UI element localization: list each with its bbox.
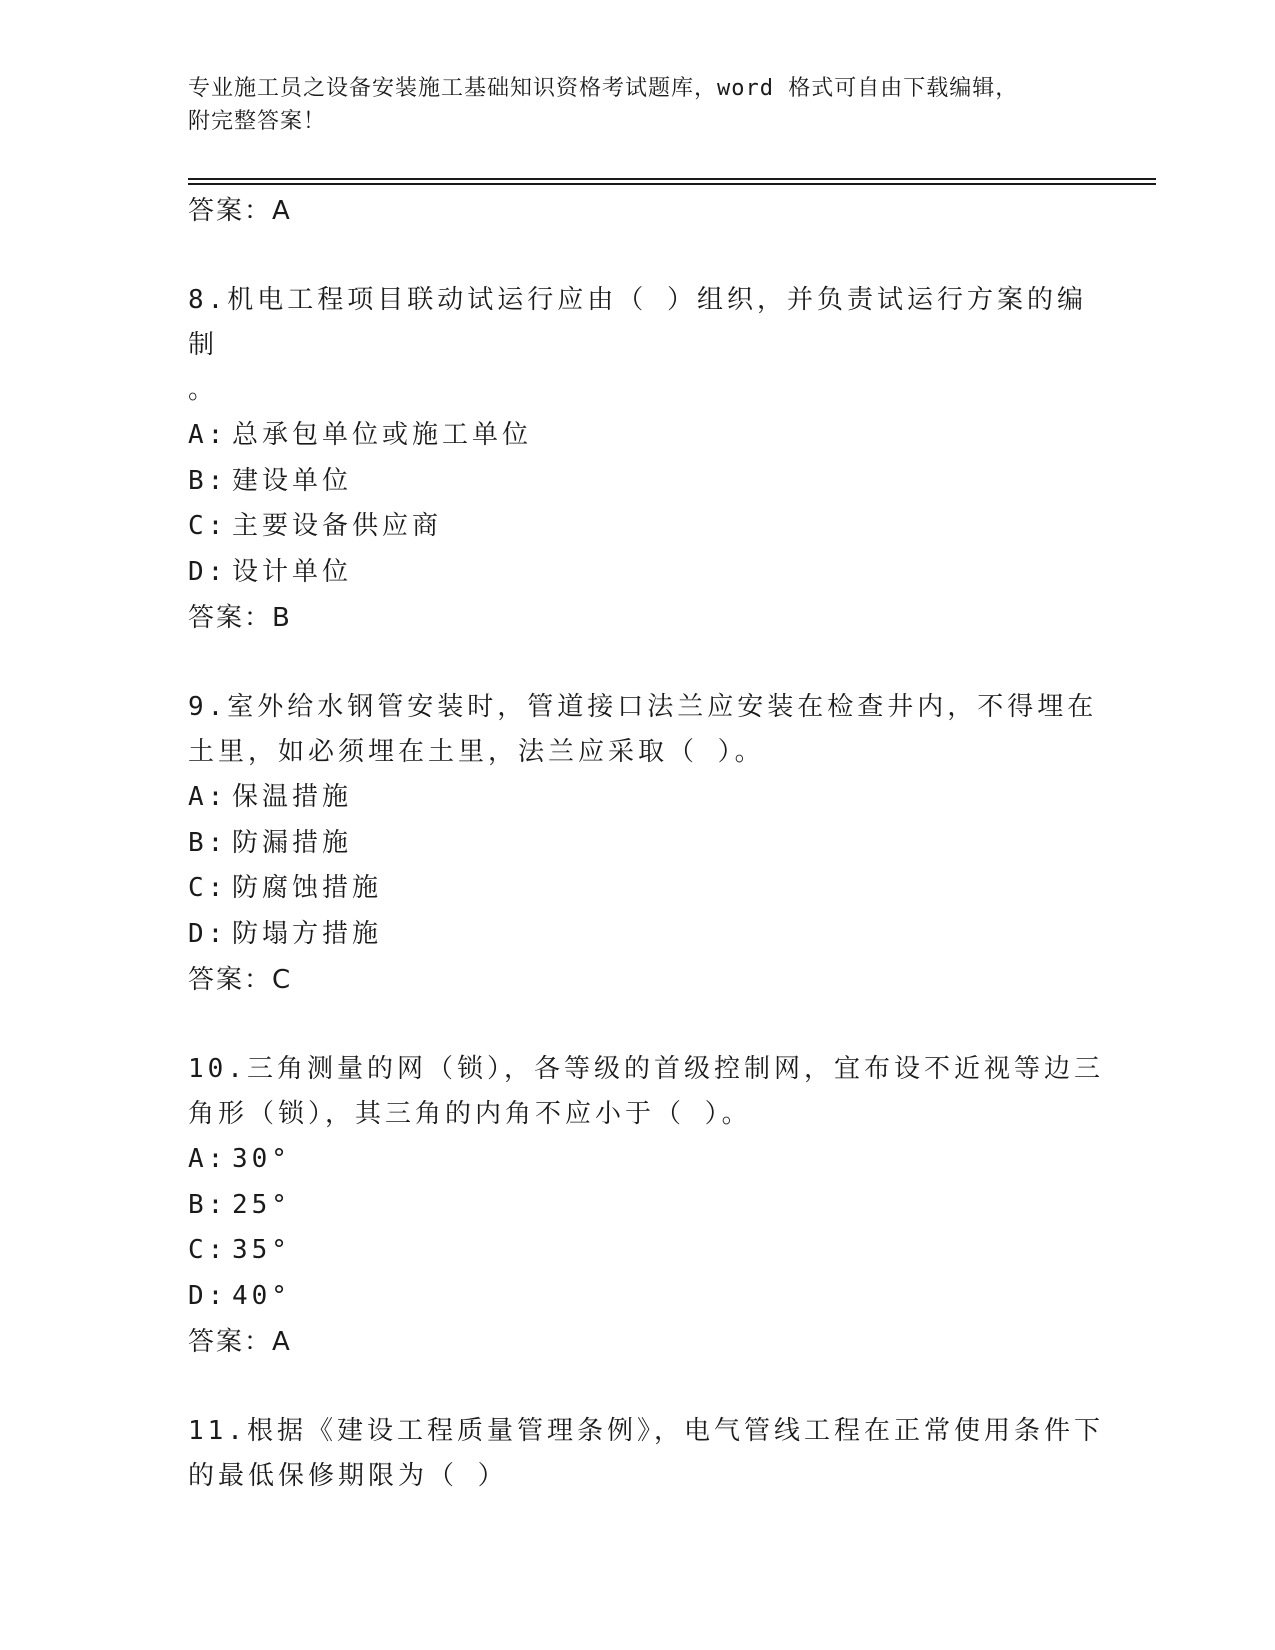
answer-line: 答案：A <box>188 196 292 226</box>
header-line-1: 专业施工员之设备安装施工基础知识资格考试题库，word 格式可自由下载编辑， <box>188 76 1019 101</box>
question-10 <box>188 1047 1108 1137</box>
option-text: 40° <box>232 1280 291 1311</box>
header-divider-top <box>188 178 1156 180</box>
option-key: A: <box>188 782 228 812</box>
option-text: 建设单位 <box>232 465 353 496</box>
option-key: A: <box>188 420 228 450</box>
option-c <box>188 1228 1108 1274</box>
option-text: 设计单位 <box>232 556 353 587</box>
question-text-line: 10.三角测量的网（锁），各等级的首级控制网，宜布设不近视等边三 <box>188 1054 1104 1084</box>
question-text-line: 11.根据《建设工程质量管理条例》，电气管线工程在正常使用条件下 <box>188 1416 1104 1446</box>
option-key: B: <box>188 1189 228 1220</box>
option-key: D: <box>188 1280 228 1311</box>
question-11 <box>188 1409 1108 1499</box>
option-key: D: <box>188 556 228 587</box>
option-c <box>188 866 1108 912</box>
document-body <box>188 188 1108 1499</box>
option-text: 防塌方措施 <box>232 918 383 949</box>
option-text: 主要设备供应商 <box>232 511 443 541</box>
option-key: A: <box>188 1144 228 1174</box>
option-key: C: <box>188 1235 228 1265</box>
header-line-2: 附完整答案！ <box>188 109 327 134</box>
option-key: D: <box>188 918 228 949</box>
answer-line: 答案：B <box>188 603 292 633</box>
answer-line: 答案：C <box>188 965 293 995</box>
question-text-line: 的最低保修期限为（ ） <box>188 1461 508 1491</box>
answer-line: 答案：A <box>188 1327 292 1357</box>
option-text: 35° <box>232 1235 291 1265</box>
question-8 <box>188 278 1108 413</box>
question-text-line: 角形（锁），其三角的内角不应小于（ ）。 <box>188 1099 752 1129</box>
option-text: 保温措施 <box>232 782 353 812</box>
option-a <box>188 1137 1108 1183</box>
option-key: C: <box>188 511 228 541</box>
option-a <box>188 413 1108 459</box>
option-a <box>188 775 1108 821</box>
question-9 <box>188 685 1108 775</box>
option-d <box>188 1274 1108 1320</box>
option-text: 防漏措施 <box>232 827 353 858</box>
question-text-line: 土里，如必须埋在土里，法兰应采取（ ）。 <box>188 737 765 767</box>
question-text-line: 9.室外给水钢管安装时，管道接口法兰应安装在检查井内，不得埋在 <box>188 692 1098 722</box>
option-key: C: <box>188 873 228 903</box>
question-text-line: 8.机电工程项目联动试运行应由（ ）组织，并负责试运行方案的编制 <box>188 285 1087 360</box>
option-c <box>188 504 1108 550</box>
option-text: 总承包单位或施工单位 <box>232 420 533 450</box>
option-key: B: <box>188 827 228 858</box>
option-text: 防腐蚀措施 <box>232 873 383 903</box>
document-header <box>188 72 1068 138</box>
header-divider-bottom <box>188 183 1156 185</box>
option-key: B: <box>188 465 228 496</box>
option-b <box>188 459 1108 505</box>
option-text: 25° <box>232 1189 291 1220</box>
option-text: 30° <box>232 1144 291 1174</box>
question-text-line: 。 <box>188 375 219 405</box>
option-b <box>188 821 1108 867</box>
option-d <box>188 550 1108 596</box>
option-b <box>188 1183 1108 1229</box>
option-d <box>188 912 1108 958</box>
